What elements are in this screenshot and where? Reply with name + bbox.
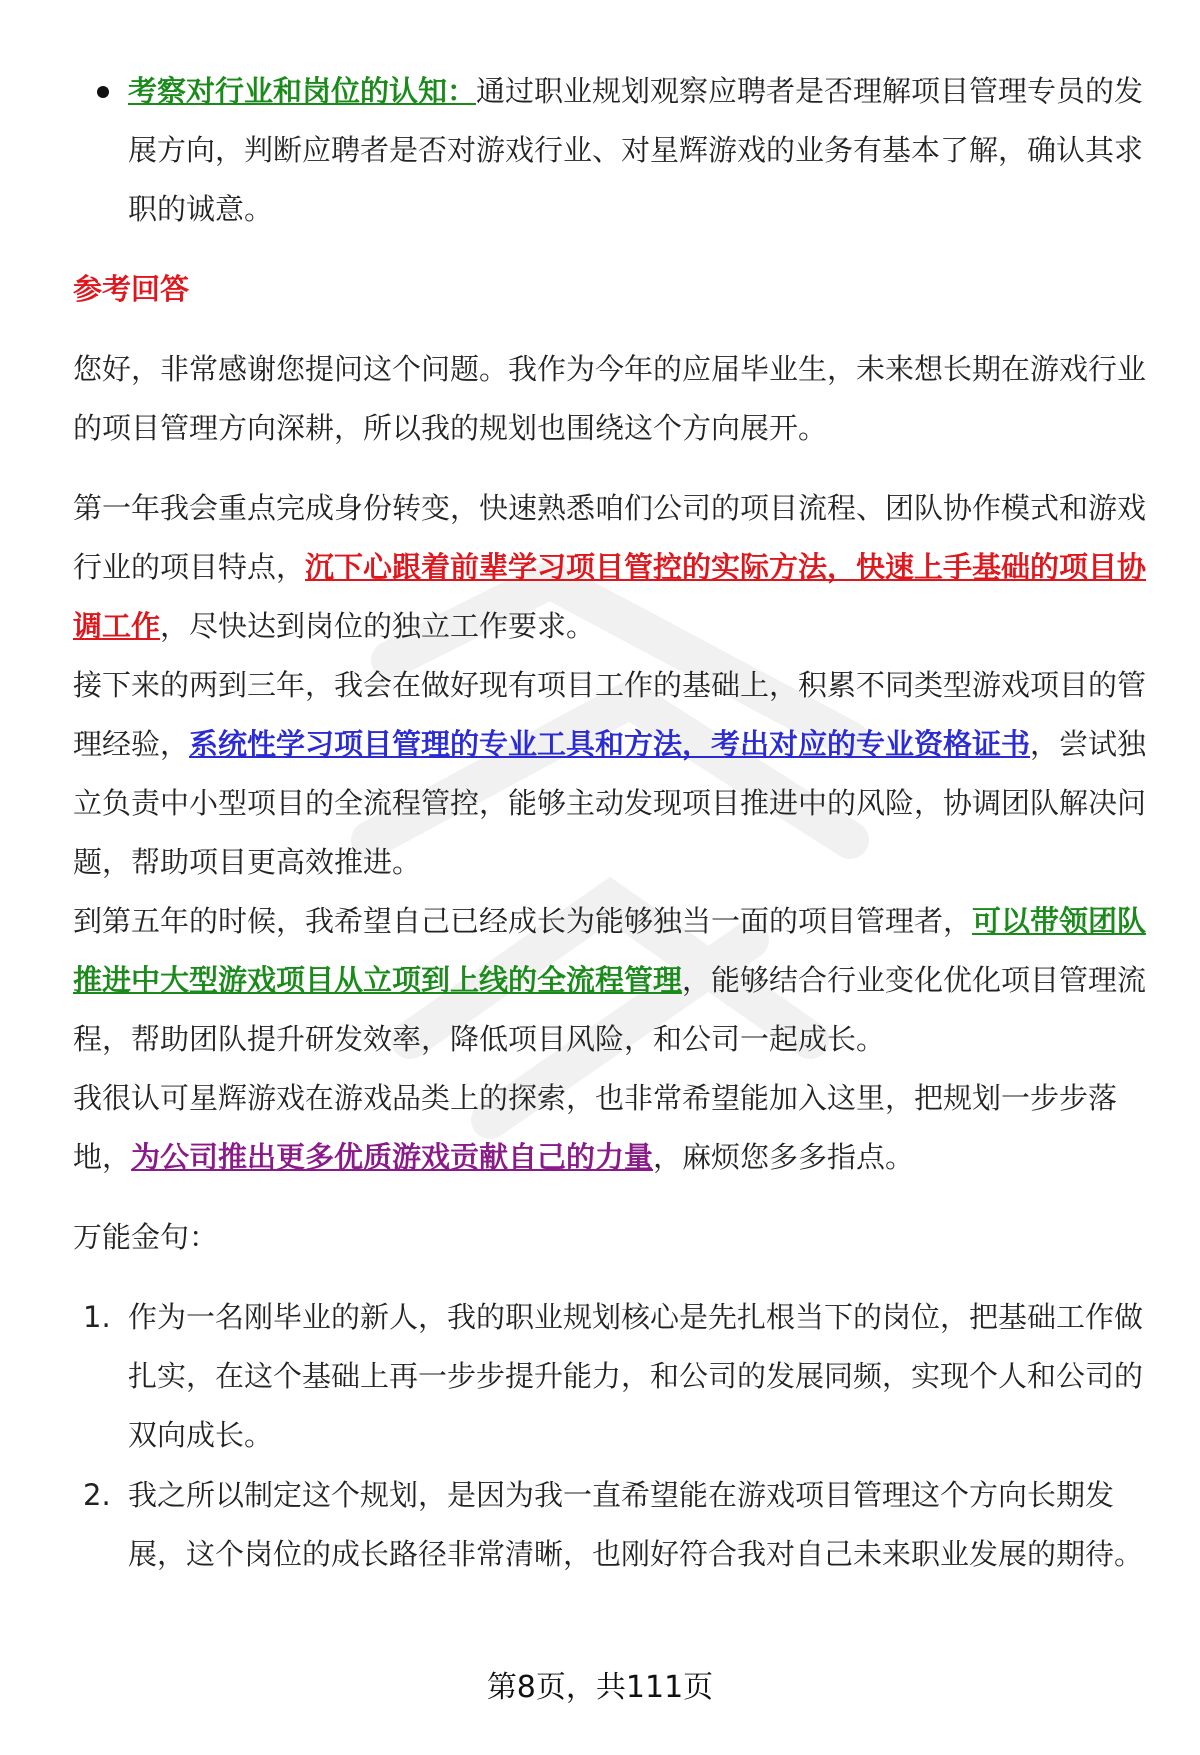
golden-list-item — [73, 1288, 1148, 1465]
highlight-red: 沉下心跟着前辈学习项目管控的实际方法，快速上手基础的项目协调工作 — [73, 550, 1147, 643]
paragraph-text: 到第五年的时候，我希望自己已经成长为能够独当一面的项目管理者， — [73, 904, 973, 938]
list-item-text: 我之所以制定这个规划，是因为我一直希望能在游戏项目管理这个方向长期发展，这个岗位的成长路径非常清晰，也刚好符合我对自己未来职业发展的期待。 — [128, 1478, 1144, 1571]
page-footer: 第8页，共111页 — [486, 1670, 714, 1705]
paragraph-year-one — [73, 479, 1148, 656]
paragraph-text: 我很认可星辉游戏在游戏品类上的探索，也非常希望能加入这里，把规划一步步落地， — [73, 1081, 1118, 1174]
paragraph-text: 第一年我会重点完成身份转变，快速熟悉咱们公司的项目流程、团队协作模式和游戏行业的项目特点， — [73, 491, 1147, 584]
paragraph-text: ，尽快达到岗位的独立工作要求。 — [160, 609, 596, 643]
paragraph-closing — [73, 1069, 1148, 1187]
highlight-purple: 为公司推出更多优质游戏贡献自己的力量 — [131, 1140, 654, 1174]
paragraph-text: ，能够结合行业变化优化项目管理流程，帮助团队提升研发效率，降低项目风险，和公司一起成长。 — [73, 963, 1147, 1056]
paragraph-text: 接下来的两到三年，我会在做好现有项目工作的基础上，积累不同类型游戏项目的管理经验， — [73, 668, 1147, 761]
highlight-blue: 系统性学习项目管理的专业工具和方法，考出对应的专业资格证书 — [189, 727, 1031, 761]
section-title: 参考回答 — [73, 272, 190, 306]
bullet-label: 考察对行业和岗位的认知： — [128, 74, 477, 108]
paragraph-year-two-three — [73, 656, 1148, 892]
list-number: 1. — [83, 1300, 111, 1334]
intro-paragraph: 您好，非常感谢您提问这个问题。我作为今年的应届毕业生，未来想长期在游戏行业的项目管理方向深耕，所以我的规划也围绕这个方向展开。 — [73, 352, 1147, 445]
golden-title: 万能金句： — [73, 1220, 219, 1254]
golden-list-item — [73, 1466, 1148, 1584]
paragraph-year-five — [73, 892, 1148, 1069]
list-item-text: 作为一名刚毕业的新人，我的职业规划核心是先扎根当下的岗位，把基础工作做扎实，在这个基础上再一步步提升能力，和公司的发展同频，实现个人和公司的双向成长。 — [128, 1300, 1144, 1452]
document-body — [73, 62, 1148, 1584]
bullet-text: 通过职业规划观察应聘者是否理解项目管理专员的发展方向，判断应聘者是否对游戏行业、对星辉游戏的业务有基本了解，确认其求职的诚意。 — [128, 74, 1144, 226]
paragraph-text: ，麻烦您多多指点。 — [653, 1140, 915, 1174]
bullet-item — [73, 62, 1148, 239]
highlight-green: 可以带领团队推进中大型游戏项目从立项到上线的全流程管理 — [73, 904, 1147, 997]
list-number: 2. — [83, 1478, 111, 1512]
bullet-dot-icon — [97, 86, 109, 98]
paragraph-text: ，尝试独立负责中小型项目的全流程管控，能够主动发现项目推进中的风险，协调团队解决问题，帮助项目更高效推进。 — [73, 727, 1147, 879]
